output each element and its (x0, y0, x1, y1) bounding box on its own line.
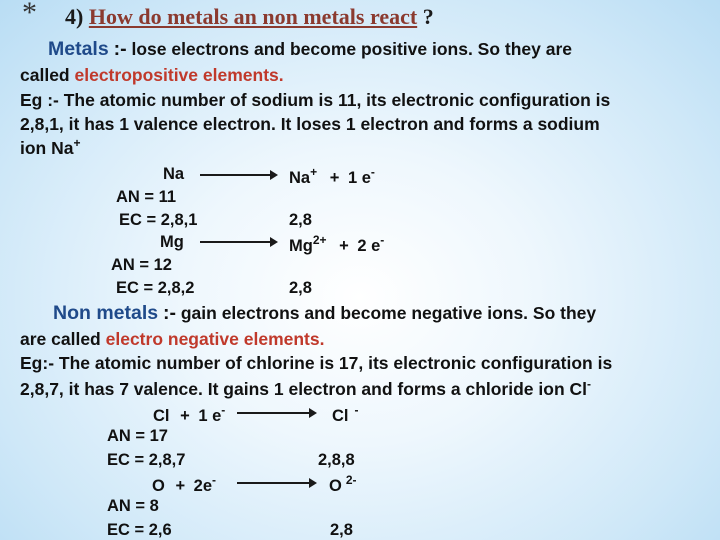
metals-example-line2: 2,8,1, it has 1 valence electron. It loses 1 electron and forms a sodium (20, 114, 600, 134)
magnesium-atomic-number: AN = 12 (111, 256, 172, 274)
nonmetals-example-line2 (20, 377, 591, 400)
magnesium-electron-charge: - (380, 233, 385, 247)
title-number: 4) (65, 4, 84, 29)
chlorine-electronic-config: EC = 2,8,7 (107, 451, 186, 469)
page-title (65, 4, 434, 30)
bullet-marker: * (22, 0, 37, 29)
metals-line2-prefix: called (20, 65, 70, 85)
chlorine-electron: 1 e (198, 407, 222, 425)
metals-definition-line1 (48, 38, 572, 61)
nonmetals-example-line1: Eg:- The atomic number of chlorine is 17, its electronic configuration is (20, 353, 613, 373)
magnesium-plus-sign: + (339, 237, 349, 255)
oxygen-reaction-arrow (237, 482, 315, 484)
title-text: How do metals an non metals react (88, 4, 418, 29)
title-question-mark: ? (422, 4, 434, 29)
sodium-electronic-config: EC = 2,8,1 (119, 211, 198, 229)
nonmetals-definition-text: gain electrons and become negative ions. So they (180, 303, 597, 323)
oxygen-electronic-config: EC = 2,6 (107, 521, 172, 539)
chloride-product-charge: - (354, 403, 359, 417)
magnesium-product (289, 233, 384, 256)
sodium-ion-symbol: Na (289, 169, 311, 187)
chlorine-plus-sign: + (180, 407, 190, 425)
magnesium-ion-config: 2,8 (289, 279, 312, 297)
sodium-electron: 1 e (347, 169, 371, 187)
metals-term: electropositive elements. (74, 65, 284, 85)
chlorine-reactants (153, 403, 225, 426)
magnesium-reactant: Mg (160, 233, 184, 251)
chlorine-product (332, 403, 359, 426)
chlorine-electron-charge: - (221, 403, 226, 417)
magnesium-ion-charge: 2+ (312, 233, 327, 247)
sodium-ion-config: 2,8 (289, 211, 312, 229)
oxygen-electron-charge: - (212, 473, 217, 487)
sodium-reaction-arrow (200, 174, 276, 176)
magnesium-electronic-config: EC = 2,8,2 (116, 279, 195, 297)
metals-definition-text: lose electrons and become positive ions. So they are (131, 39, 573, 59)
magnesium-ion-symbol: Mg (289, 237, 313, 255)
oxygen-symbol: O (152, 477, 165, 495)
chloride-ion-symbol: Cl (332, 407, 349, 425)
sodium-product (289, 165, 375, 188)
oxygen-atomic-number: AN = 8 (107, 497, 159, 515)
metals-definition-line2 (20, 65, 284, 86)
sodium-electron-charge: - (370, 165, 375, 179)
oxygen-product (329, 473, 357, 496)
oxide-ion-config: 2,8 (330, 521, 353, 539)
oxide-ion-charge: 2- (345, 473, 357, 487)
nonmetals-term: electro negative elements. (105, 329, 325, 349)
chlorine-reaction-arrow (237, 412, 315, 414)
sodium-ion-charge: + (73, 136, 81, 150)
sodium-ion-product-charge: + (310, 165, 318, 179)
chlorine-atomic-number: AN = 17 (107, 427, 168, 445)
oxygen-electron: 2e (193, 477, 213, 495)
metals-separator: :- (113, 38, 127, 60)
nonmetals-line2-prefix: are called (20, 329, 101, 349)
chloride-ion-config: 2,8,8 (318, 451, 355, 469)
magnesium-electron: 2 e (357, 237, 381, 255)
sodium-ion-text: ion Na (20, 138, 74, 158)
metals-example-line3 (20, 136, 81, 159)
chloride-ion-text: 2,8,7, it has 7 valence. It gains 1 electron and forms a chloride ion Cl (20, 379, 587, 399)
oxide-ion-symbol: O (329, 477, 342, 495)
magnesium-reaction-arrow (200, 241, 276, 243)
nonmetals-definition-line1 (53, 302, 596, 325)
nonmetals-separator: :- (162, 302, 176, 324)
chloride-ion-charge: - (587, 377, 591, 391)
nonmetals-definition-line2 (20, 329, 324, 350)
sodium-plus-sign: + (329, 169, 340, 187)
oxygen-plus-sign: + (175, 477, 186, 495)
sodium-atomic-number: AN = 11 (116, 188, 177, 206)
nonmetals-label: Non metals (53, 302, 159, 324)
chlorine-symbol: Cl (153, 407, 170, 425)
oxygen-reactants (152, 473, 216, 496)
metals-example-line1: Eg :- The atomic number of sodium is 11, its electronic configuration is (20, 90, 611, 110)
metals-label: Metals (48, 38, 109, 60)
sodium-reactant: Na (163, 165, 185, 183)
